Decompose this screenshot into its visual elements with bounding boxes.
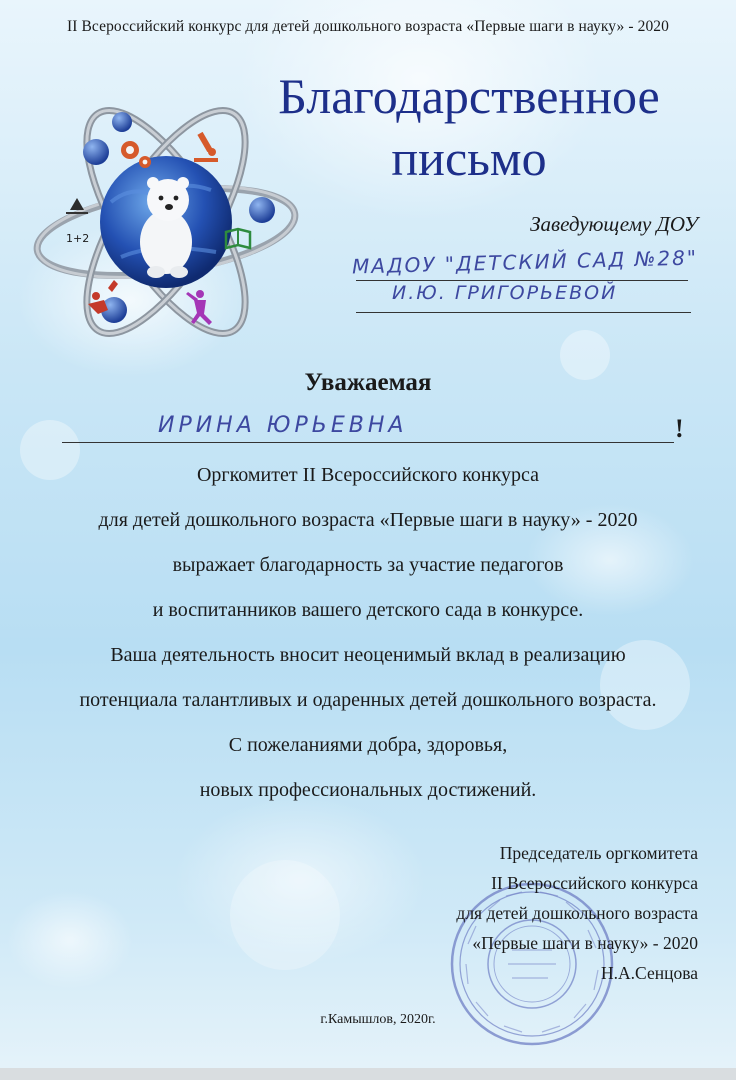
recipient-name-underline [62,442,674,443]
addressee-handwritten-line-1: МАДОУ "ДЕТСКИЙ САД №28" [351,245,699,279]
document-title [234,65,704,189]
place-and-date: г.Камышлов, 2020г. [320,1012,436,1027]
title-line-1: Благодарственное [278,68,660,124]
contest-header: II Всероссийский конкурс для детей дошкольного возраста «Первые шаги в науку» - 2020 [66,18,670,35]
title-line-2: письмо [391,130,547,186]
signer-name: Н.А.Сенцова [601,963,698,983]
body-line: потенциала талантливых и одаренных детей дошкольного возраста. [79,689,657,711]
body-line: Оргкомитет II Всероссийского конкурса [196,464,540,486]
body-line: и воспитанников вашего детского сада в конкурсе. [152,599,584,621]
body-line: выражает благодарность за участие педагогов [172,554,564,576]
signature-line: для детей дошкольного возраста [456,903,698,923]
addressee-underline-2 [356,312,691,313]
salutation: Уважаемая [304,369,432,396]
body-line: С пожеланиями добра, здоровья, [228,734,508,756]
recipient-name-handwritten: ИРИНА ЮРЬЕВНА [158,413,408,438]
scan-bottom-edge [0,1068,736,1080]
signature-line: «Первые шаги в науку» - 2020 [472,933,698,953]
logo-formula-text: 1+2 [66,232,90,245]
background-bokeh [230,860,340,970]
addressee-handwritten-line-2: И.Ю. ГРИГОРЬЕВОЙ [392,282,618,304]
signature-line: Председатель оргкомитета [499,843,698,863]
body-line: для детей дошкольного возраста «Первые шаги в науку» - 2020 [98,509,638,531]
salutation-exclamation: ! [675,414,684,443]
body-line: новых профессиональных достижений. [199,779,537,801]
body-line: Ваша деятельность вносит неоценимый вклад в реализацию [110,644,626,666]
signature-block [456,838,698,988]
addressee-underline-1 [356,280,688,281]
letter-body [0,453,736,813]
signature-line: II Всероссийского конкурса [491,873,698,893]
addressee-printed: Заведующему ДОУ [530,212,698,236]
